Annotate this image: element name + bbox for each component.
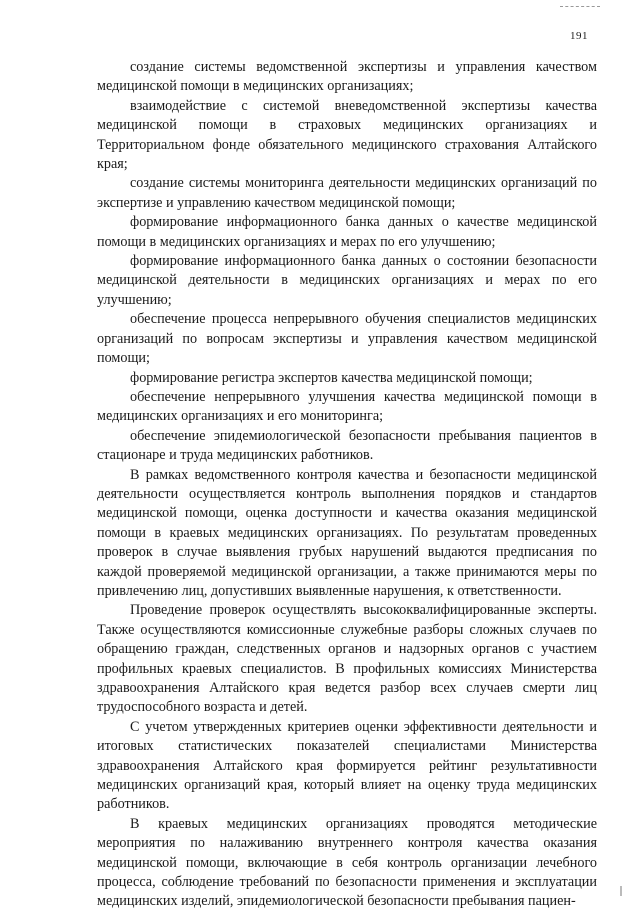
paragraph: взаимодействие с системой вневедомственной экспертизы качества медицинской помощи в страховых медицинских организациях и Территориальном фонде обязательного медицинского страхования Алтайского края;	[97, 97, 597, 173]
paragraph: обеспечение эпидемиологической безопасности пребывания пациентов в стационаре и труда медицинских работников.	[97, 427, 597, 464]
paragraph: В краевых медицинских организациях проводятся методические мероприятия по налаживанию внутреннего контроля качества оказания медицинской помощи, включающие в себя контроль организации лечебного процесса, соблюдение требований по безопасности применения и эксплуатации медицинских изделий, эпидемиологической безопасности пребывания пациен-	[97, 815, 597, 910]
scan-artifact	[620, 886, 622, 896]
paragraph: создание системы мониторинга деятельности медицинских организаций по экспертизе и управлению качеством медицинской помощи;	[97, 175, 597, 211]
paragraph: формирование информационного банка данных о состоянии безопасности медицинской деятельности в медицинских организациях и мерах по его улучшению;	[97, 253, 597, 308]
paragraph: Проведение проверок осуществлять высококвалифицированные эксперты. Также осуществляются комиссионные служебные разборы сложных случаев по обращению граждан, следственных органов и надзорных органов с участием профильных краевых специалистов. В профильных комиссиях Министерства здравоохранения Алтайского края ведется разбор всех случаев смерти лиц трудоспособного возраста и детей.	[97, 602, 597, 716]
page-number: 191	[570, 30, 588, 42]
paragraph: создание системы ведомственной экспертизы и управления качеством медицинской помощи в медицинских организациях;	[97, 59, 597, 95]
document-body	[97, 58, 597, 912]
paragraph: формирование информационного банка данных о качестве медицинской помощи в медицинских организациях и мерах по его улучшению;	[97, 214, 597, 250]
paragraph: формирование регистра экспертов качества медицинской помощи;	[130, 369, 533, 386]
scan-artifact	[560, 6, 600, 9]
paragraph: В рамках ведомственного контроля качества и безопасности медицинской деятельности осуществляется контроль выполнения порядков и стандартов медицинской помощи, оценка доступности и качества оказания медицинской помощи в краевых медицинских организациях. По результатам проведенных проверок в случае выявления грубых нарушений выдаются предписания по каждой проверяемой медицинской организации, а также принимаются меры по привлечению лиц, допустивших выявленные нарушения, к ответственности.	[97, 466, 597, 599]
paragraph: обеспечение непрерывного улучшения качества медицинской помощи в медицинских организациях и его мониторинга;	[97, 388, 597, 425]
paragraph: С учетом утвержденных критериев оценки эффективности деятельности и итоговых статистических показателей специалистами Министерства здравоохранения Алтайского края формируется рейтинг результативности медицинских организаций края, который влияет на оценку труда медицинских работников.	[97, 718, 597, 813]
paragraph: обеспечение процесса непрерывного обучения специалистов медицинских организаций по вопросам экспертизы и управления качеством медицинской помощи;	[97, 311, 597, 367]
